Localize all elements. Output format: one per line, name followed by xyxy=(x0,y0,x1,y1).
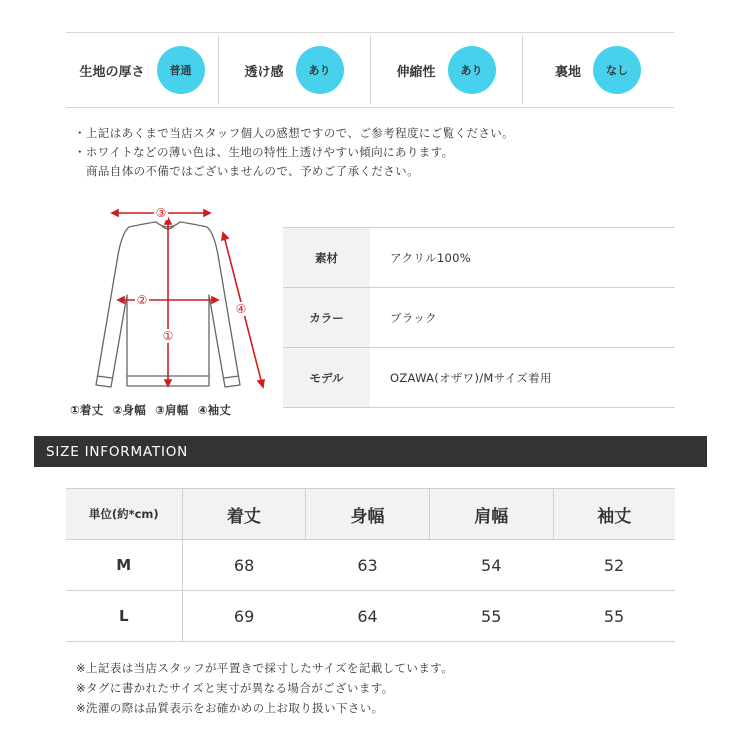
attr-badge: あり xyxy=(448,46,496,94)
note-line: ・ホワイトなどの薄い色は、生地の特性上透けやすい傾向にあります。 xyxy=(74,145,454,159)
marker-length: ① xyxy=(162,329,174,343)
spec-value: OZAWA(オザワ)/Mサイズ着用 xyxy=(370,348,675,408)
attr-badge: 普通 xyxy=(157,46,205,94)
column-header: 着丈 xyxy=(182,489,306,540)
footer-note: ※洗濯の際は品質表示をお確かめの上お取り扱い下さい。 xyxy=(76,701,384,715)
marker-shoulder: ③ xyxy=(155,206,167,220)
column-header: 身幅 xyxy=(306,489,430,540)
size-cell: 54 xyxy=(429,540,553,591)
size-cell: 64 xyxy=(306,591,430,642)
fabric-attributes xyxy=(66,32,674,108)
legend-sleeve: ④袖丈 xyxy=(197,403,232,417)
note-line: 商品自体の不備ではございませんので、予めご了承ください。 xyxy=(86,164,419,178)
legend-shoulder: ③肩幅 xyxy=(155,403,189,417)
diagram-legend xyxy=(70,402,236,418)
attr-stretch xyxy=(370,33,522,107)
size-cell: 52 xyxy=(553,540,675,591)
marker-sleeve: ④ xyxy=(235,302,247,316)
note-line: ・上記はあくまで当店スタッフ個人の感想ですので、ご参考程度にご覧ください。 xyxy=(74,126,515,140)
measurement-notes xyxy=(76,658,453,718)
size-cell: 55 xyxy=(429,591,553,642)
attr-badge: あり xyxy=(296,46,344,94)
attr-label: 伸縮性 xyxy=(396,64,436,80)
attr-badge: なし xyxy=(593,46,641,94)
size-label: L xyxy=(66,591,182,642)
size-table-header xyxy=(66,489,675,540)
attr-lining xyxy=(522,33,674,107)
spec-row xyxy=(283,228,675,288)
size-cell: 55 xyxy=(553,591,675,642)
impression-notes xyxy=(74,124,514,181)
footer-note: ※タグに書かれたサイズと実寸が異なる場合がございます。 xyxy=(76,681,394,695)
left-cuff xyxy=(97,376,112,378)
attr-label: 裏地 xyxy=(554,64,581,80)
spec-value: アクリル100% xyxy=(370,228,675,288)
size-cell: 68 xyxy=(182,540,306,591)
size-information-title: SIZE INFORMATION xyxy=(46,443,189,460)
product-spec-table xyxy=(283,227,675,408)
table-row xyxy=(66,591,675,642)
legend-length: ①着丈 xyxy=(70,403,104,417)
column-header: 袖丈 xyxy=(553,489,675,540)
size-cell: 63 xyxy=(306,540,430,591)
size-cell: 69 xyxy=(182,591,306,642)
attr-label: 透け感 xyxy=(244,64,284,80)
column-header: 肩幅 xyxy=(429,489,553,540)
spec-key: モデル xyxy=(283,348,370,408)
legend-body-width: ②身幅 xyxy=(112,403,146,417)
attr-sheerness xyxy=(218,33,370,107)
sweater-measurement-diagram xyxy=(68,200,278,400)
footer-note: ※上記表は当店スタッフが平置きで採寸したサイズを記載しています。 xyxy=(76,661,454,675)
size-label: M xyxy=(66,540,182,591)
marker-body-width: ② xyxy=(136,293,148,307)
right-cuff xyxy=(224,376,239,378)
attr-thickness xyxy=(66,33,218,107)
table-row xyxy=(66,540,675,591)
spec-value: ブラック xyxy=(370,288,675,348)
spec-row xyxy=(283,288,675,348)
spec-key: カラー xyxy=(283,288,370,348)
attr-label: 生地の厚さ xyxy=(79,64,145,80)
unit-header: 単位(約*cm) xyxy=(66,489,182,540)
size-information-header xyxy=(34,436,707,467)
spec-row xyxy=(283,348,675,408)
size-table xyxy=(66,488,675,642)
spec-key: 素材 xyxy=(283,228,370,288)
